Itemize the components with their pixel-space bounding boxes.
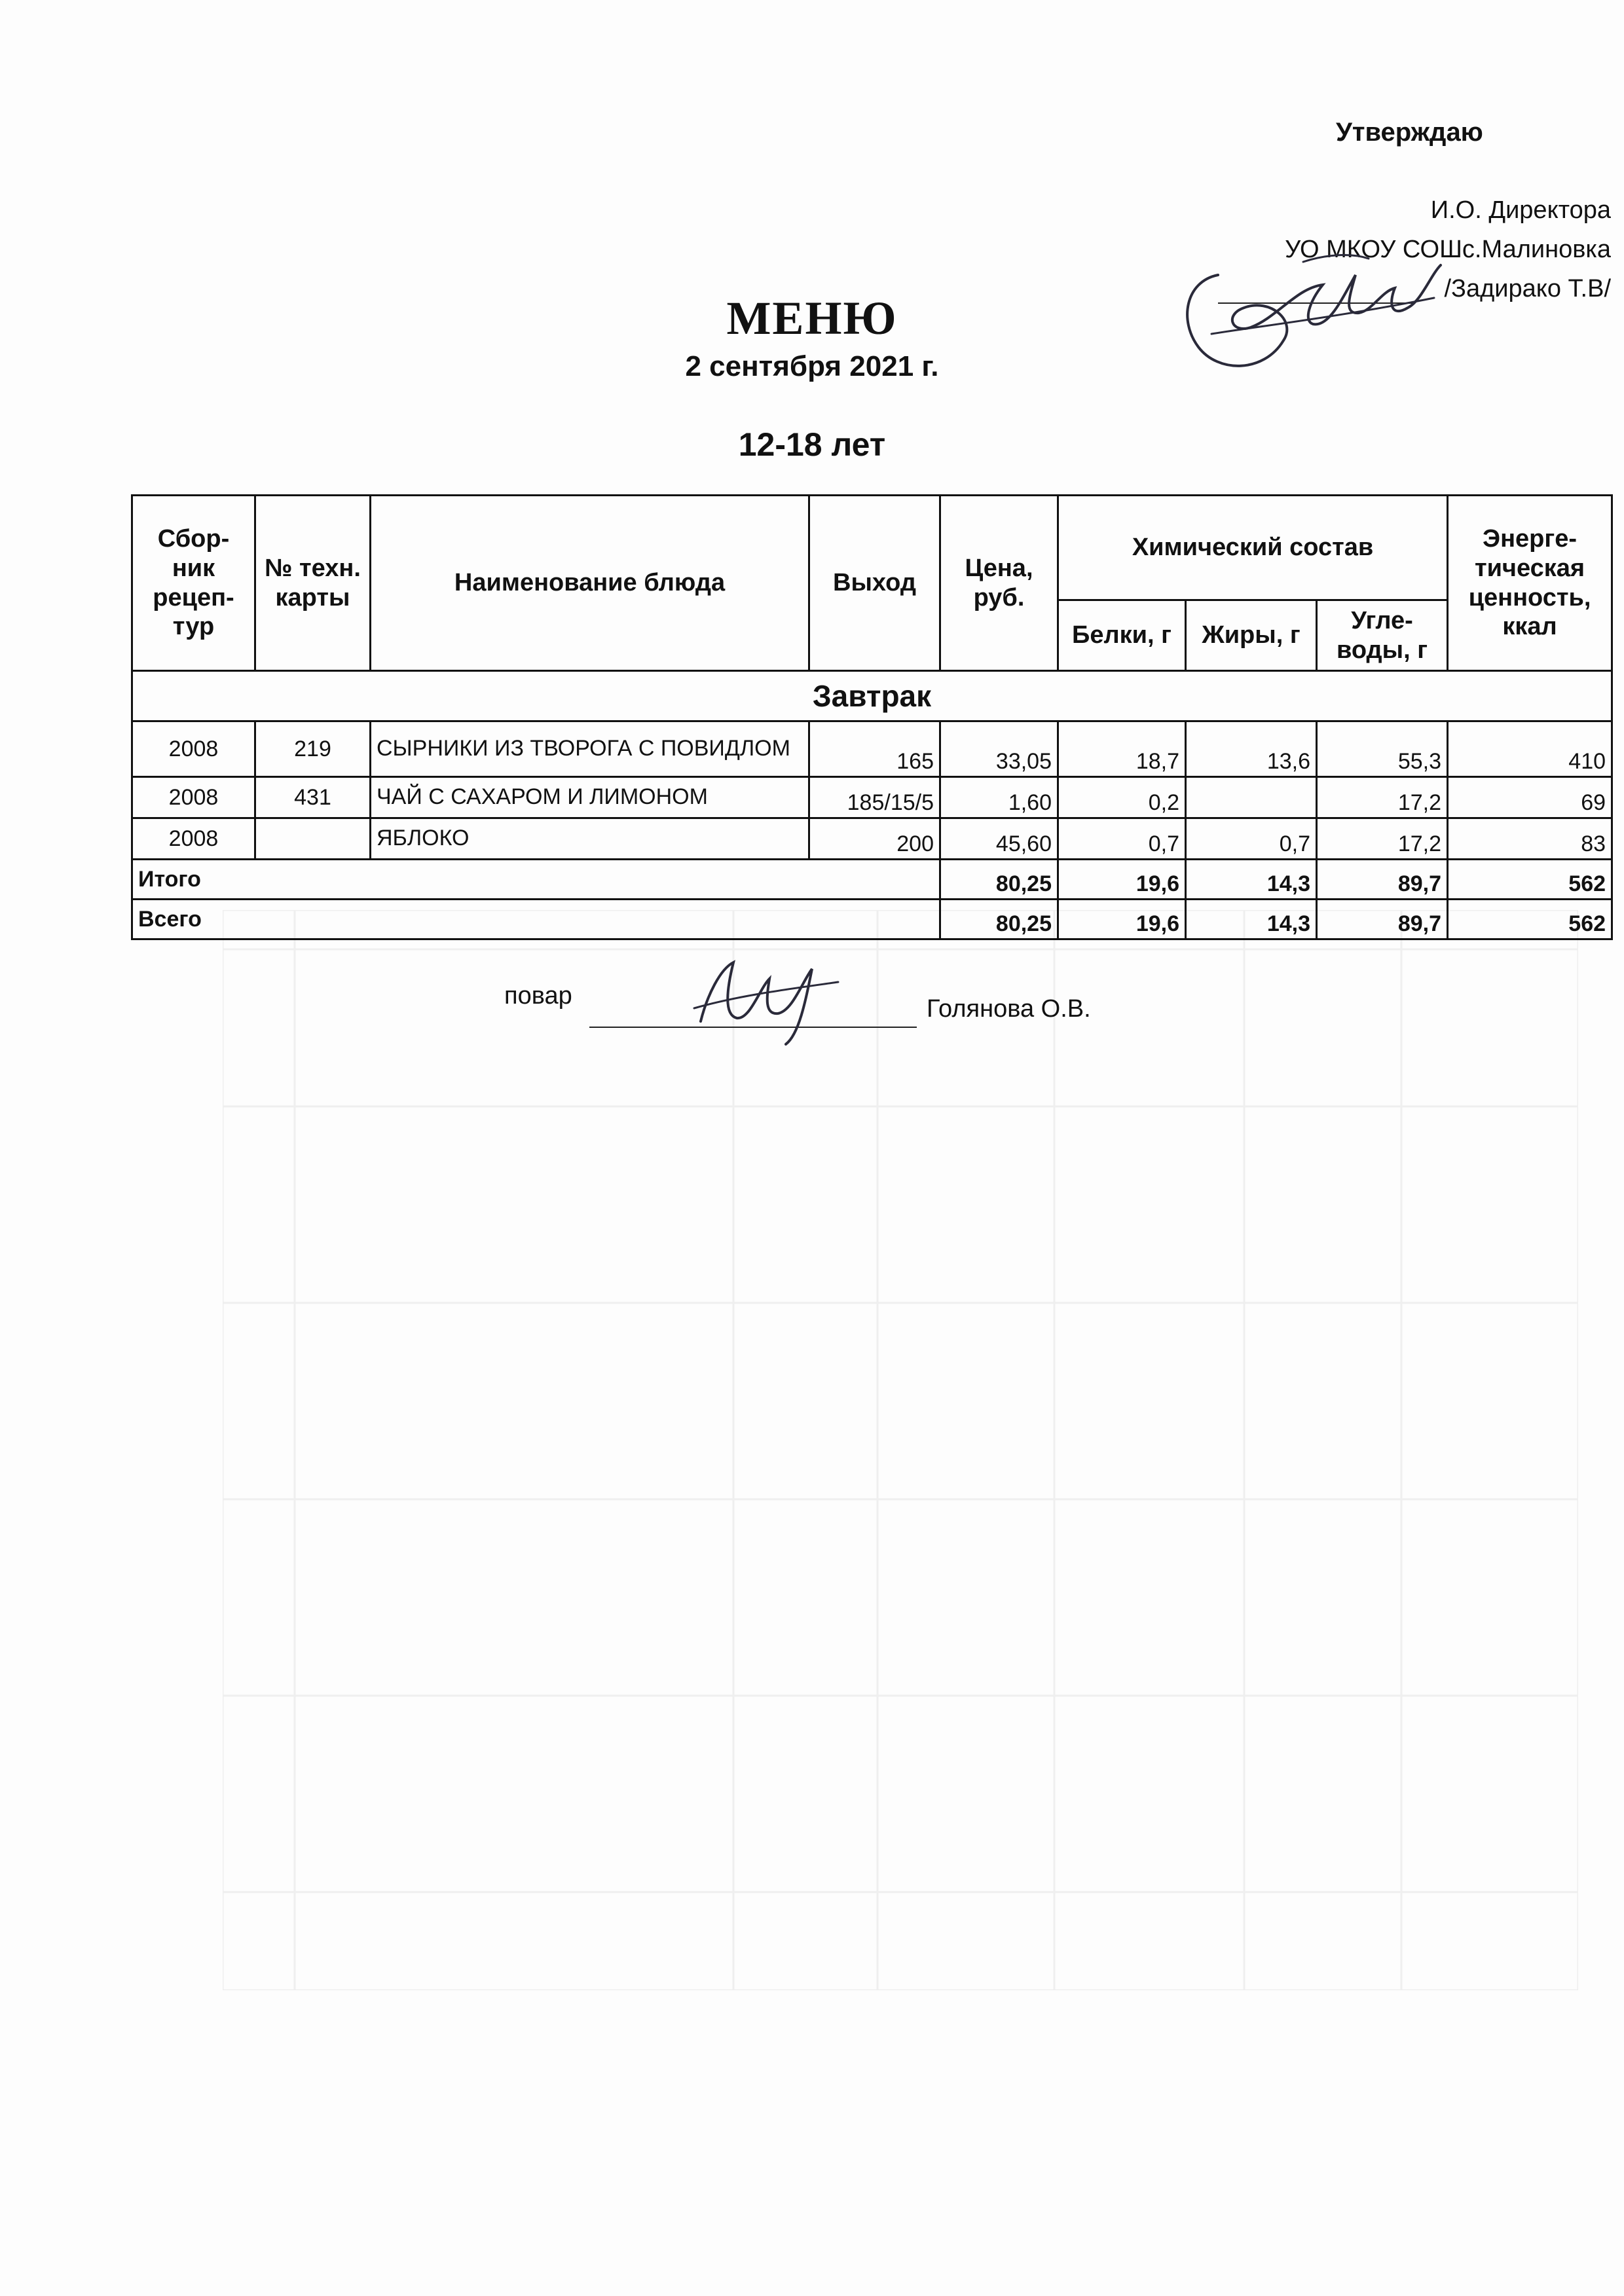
cell-carbs: 17,2 <box>1317 818 1448 860</box>
cell-tech-card <box>255 818 371 860</box>
approval-organization: УО МКОУ СОШс.Малиновка <box>1285 236 1611 263</box>
cell-dish-name: ЯБЛОКО <box>371 818 809 860</box>
cell-proteins: 18,7 <box>1058 721 1186 777</box>
cell-price: 1,60 <box>940 777 1058 818</box>
table-row <box>132 777 1612 818</box>
subtotal-energy: 562 <box>1448 860 1612 900</box>
total-carbs: 89,7 <box>1317 900 1448 939</box>
cell-proteins: 0,2 <box>1058 777 1186 818</box>
cell-tech-card: 431 <box>255 777 371 818</box>
approval-position: И.О. Директора <box>1430 196 1611 224</box>
cell-collection: 2008 <box>132 777 255 818</box>
cell-energy: 83 <box>1448 818 1612 860</box>
approval-signer: /Задирако Т.В/ <box>1444 275 1611 302</box>
col-chem-composition: Химический состав <box>1058 496 1448 600</box>
cell-tech-card: 219 <box>255 721 371 777</box>
subtotal-row <box>132 860 1612 900</box>
cell-carbs: 17,2 <box>1317 777 1448 818</box>
cell-fats: 0,7 <box>1186 818 1317 860</box>
cell-price: 45,60 <box>940 818 1058 860</box>
cook-label: повар <box>504 982 572 1010</box>
subtotal-label: Итого <box>132 860 940 900</box>
cell-carbs: 55,3 <box>1317 721 1448 777</box>
col-collection: Сбор-ник рецеп-тур <box>132 496 255 671</box>
menu-title: МЕНЮ <box>726 292 898 344</box>
col-carbs: Угле-воды, г <box>1317 600 1448 671</box>
section-row <box>132 671 1612 721</box>
col-dish-name: Наименование блюда <box>371 496 809 671</box>
col-price: Цена, руб. <box>940 496 1058 671</box>
total-fats: 14,3 <box>1186 900 1317 939</box>
table-row <box>132 721 1612 777</box>
total-label: Всего <box>132 900 940 939</box>
cell-price: 33,05 <box>940 721 1058 777</box>
total-price: 80,25 <box>940 900 1058 939</box>
col-proteins: Белки, г <box>1058 600 1186 671</box>
cell-energy: 410 <box>1448 721 1612 777</box>
cell-collection: 2008 <box>132 818 255 860</box>
subtotal-price: 80,25 <box>940 860 1058 900</box>
approval-title: Утверждаю <box>1336 118 1483 147</box>
subtotal-fats: 14,3 <box>1186 860 1317 900</box>
cell-yield: 200 <box>809 818 940 860</box>
cell-dish-name: СЫРНИКИ ИЗ ТВОРОГА С ПОВИДЛОМ <box>371 721 809 777</box>
menu-date: 2 сентября 2021 г. <box>685 350 939 382</box>
cell-yield: 185/15/5 <box>809 777 940 818</box>
section-breakfast: Завтрак <box>132 671 1612 721</box>
menu-age-group: 12-18 лет <box>738 426 886 463</box>
col-yield: Выход <box>809 496 940 671</box>
total-proteins: 19,6 <box>1058 900 1186 939</box>
col-fats: Жиры, г <box>1186 600 1317 671</box>
table-row <box>132 818 1612 860</box>
total-energy: 562 <box>1448 900 1612 939</box>
col-energy: Энерге-тическая ценность, ккал <box>1448 496 1612 671</box>
cell-collection: 2008 <box>132 721 255 777</box>
cell-dish-name: ЧАЙ С САХАРОМ И ЛИМОНОМ <box>371 777 809 818</box>
menu-table <box>131 494 1613 940</box>
cell-yield: 165 <box>809 721 940 777</box>
subtotal-proteins: 19,6 <box>1058 860 1186 900</box>
cell-energy: 69 <box>1448 777 1612 818</box>
total-row <box>132 900 1612 939</box>
background-show-through <box>223 910 1578 1990</box>
cook-signature <box>688 943 845 1048</box>
subtotal-carbs: 89,7 <box>1317 860 1448 900</box>
cell-proteins: 0,7 <box>1058 818 1186 860</box>
cell-fats: 13,6 <box>1186 721 1317 777</box>
cell-fats <box>1186 777 1317 818</box>
col-tech-card: № техн. карты <box>255 496 371 671</box>
cook-name: Голянова О.В. <box>927 995 1091 1023</box>
